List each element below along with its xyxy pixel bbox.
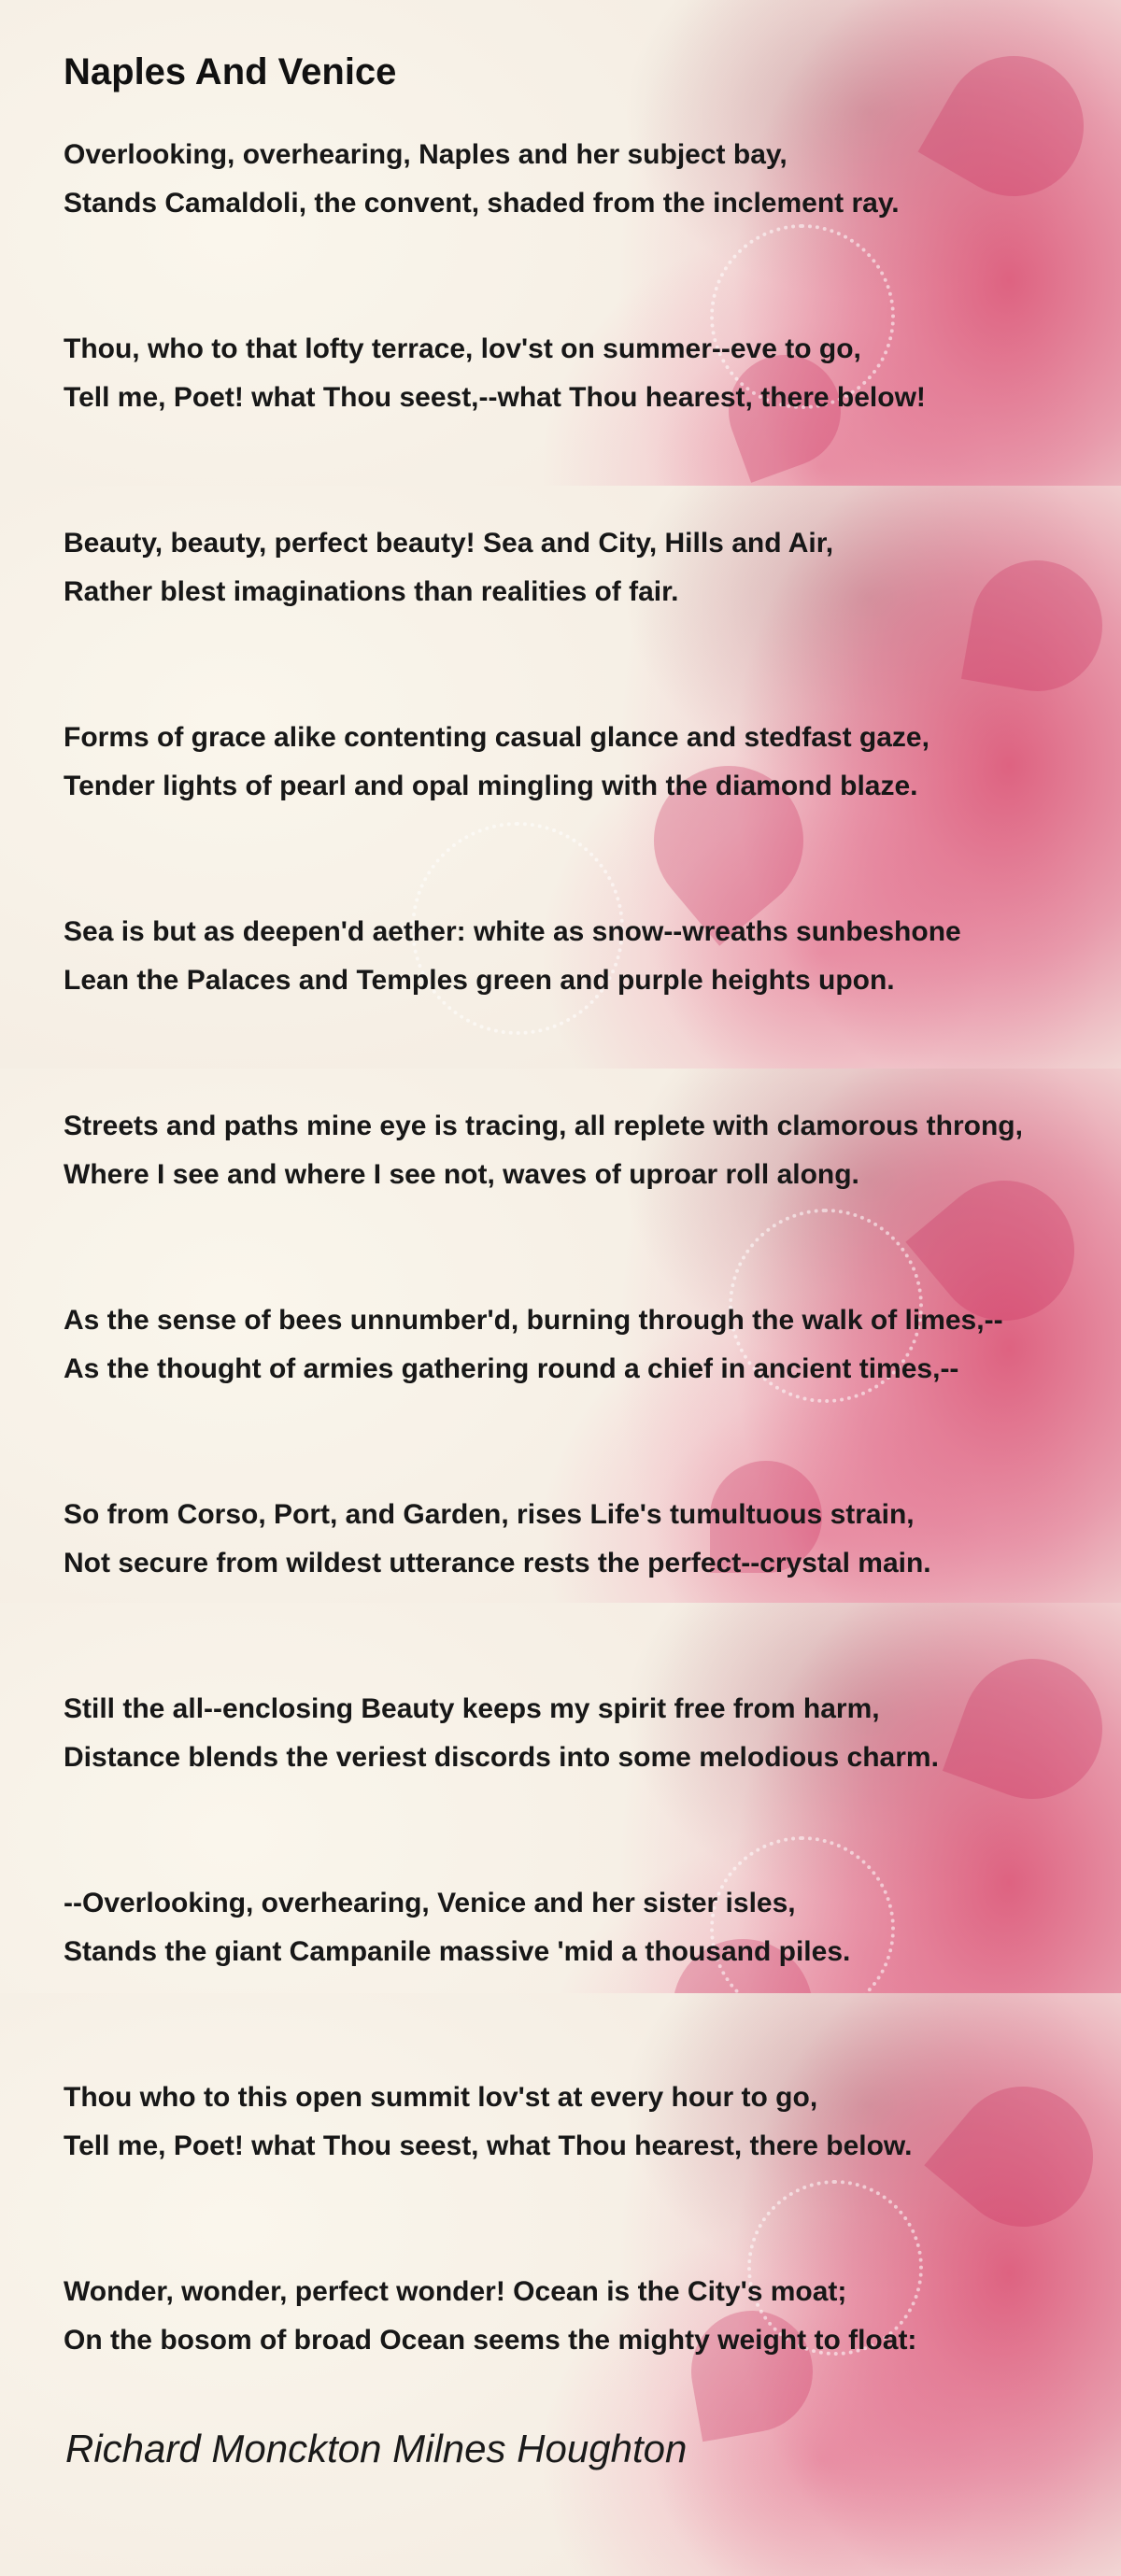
stanza [64, 1102, 1121, 1199]
poem-line: Where I see and where I see not, waves of uproar roll along. [64, 1159, 859, 1190]
poem-line: On the bosom of broad Ocean seems the mighty weight to float: [64, 2325, 917, 2356]
poem-body [64, 131, 1121, 2365]
poem-line: Thou who to this open summit lov'st at every hour to go, [64, 2082, 818, 2113]
poem-line: Tell me, Poet! what Thou seest,--what Thou hearest, there below! [64, 382, 926, 413]
stanza [64, 908, 1121, 1005]
stanza [64, 519, 1121, 616]
poem-line: Overlooking, overhearing, Naples and her subject bay, [64, 139, 788, 170]
poem-line: Tender lights of pearl and opal mingling with the diamond blaze. [64, 771, 918, 801]
poem-line: Not secure from wildest utterance rests the perfect--crystal main. [64, 1548, 931, 1578]
stanza [64, 131, 1121, 228]
stanza [64, 1879, 1121, 1976]
stanza [64, 2268, 1121, 2365]
poem-line: Wonder, wonder, perfect wonder! Ocean is the City's moat; [64, 2276, 847, 2307]
stanza [64, 1685, 1121, 1782]
stanza [64, 2074, 1121, 2171]
poem-line: Stands Camaldoli, the convent, shaded from the inclement ray. [64, 188, 900, 219]
stanza [64, 714, 1121, 811]
poem-line: Stands the giant Campanile massive 'mid a thousand piles. [64, 1936, 851, 1967]
poem-line: Tell me, Poet! what Thou seest, what Thou hearest, there below. [64, 2130, 913, 2161]
poem-line: Beauty, beauty, perfect beauty! Sea and City, Hills and Air, [64, 528, 834, 559]
poem-line: Rather blest imaginations than realities of fair. [64, 576, 679, 607]
poem-line: Lean the Palaces and Temples green and purple heights upon. [64, 965, 895, 996]
stanza [64, 325, 1121, 422]
poem-line: Streets and paths mine eye is tracing, all replete with clamorous throng, [64, 1111, 1023, 1141]
poem-line: Thou, who to that lofty terrace, lov'st on summer--eve to go, [64, 333, 861, 364]
poem-line: Sea is but as deepen'd aether: white as snow--wreaths sunbeshone [64, 916, 961, 947]
poem-line: Still the all--enclosing Beauty keeps my spirit free from harm, [64, 1693, 880, 1724]
poem-line: So from Corso, Port, and Garden, rises Life's tumultuous strain, [64, 1499, 915, 1530]
poem-title: Naples And Venice [64, 51, 397, 92]
poem-line: --Overlooking, overhearing, Venice and her sister isles, [64, 1888, 796, 1918]
poem-line: Forms of grace alike contenting casual glance and stedfast gaze, [64, 722, 929, 753]
stanza [64, 1491, 1121, 1588]
poem-line: Distance blends the veriest discords into some melodious charm. [64, 1742, 939, 1773]
stanza [64, 1296, 1121, 1394]
poem-line: As the sense of bees unnumber'd, burning through the walk of limes,-- [64, 1305, 1003, 1336]
poem-author: Richard Monckton Milnes Houghton [65, 2427, 688, 2470]
poem-line: As the thought of armies gathering round a chief in ancient times,-- [64, 1353, 959, 1384]
